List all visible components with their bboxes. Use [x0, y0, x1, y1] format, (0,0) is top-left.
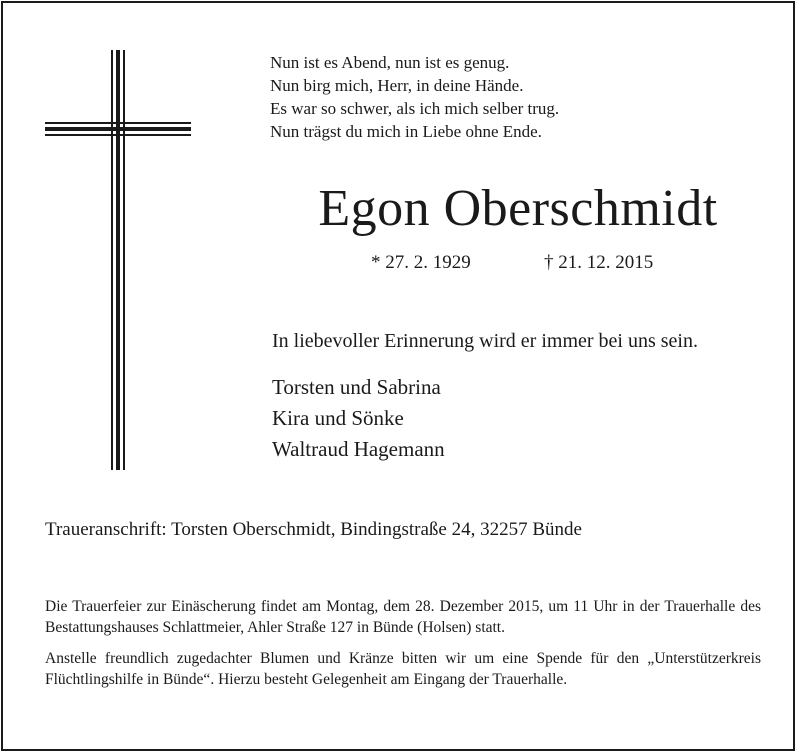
- death-date: † 21. 12. 2015: [544, 252, 654, 273]
- poem: [270, 51, 559, 143]
- deceased-name: Egon Oberschmidt: [318, 180, 718, 237]
- birth-date: * 27. 2. 1929: [371, 252, 471, 273]
- mourner: Kira und Sönke: [272, 406, 404, 430]
- donation-notice: Anstelle freundlich zugedachter Blumen und Kränze bitten wir um eine Spende für den „Unterstützerkreis Flüchtlingshilfe in Bünde“. Hierzu besteht Gelegenheit am Eingang der Trauerhalle.: [45, 650, 761, 688]
- cross-icon: [45, 50, 193, 470]
- mourner: Waltraud Hagemann: [272, 437, 445, 461]
- mourner: Torsten und Sabrina: [272, 375, 441, 399]
- memory-line: In liebevoller Erinnerung wird er immer bei uns sein.: [272, 330, 698, 352]
- poem-line: Nun birg mich, Herr, in deine Hände.: [270, 76, 524, 95]
- mourners-list: [272, 372, 445, 465]
- poem-line: Es war so schwer, als ich mich selber trug.: [270, 99, 560, 118]
- mourning-address: Traueranschrift: Torsten Oberschmidt, Bindingstraße 24, 32257 Bünde: [45, 519, 582, 540]
- poem-line: Nun trägst du mich in Liebe ohne Ende.: [270, 122, 542, 141]
- funeral-notice: Die Trauerfeier zur Einäscherung findet am Montag, dem 28. Dezember 2015, um 11 Uhr in der Trauerhalle des Bestattungshauses Schlattmeier, Ahler Straße 127 in Bünde (Holsen) statt.: [45, 598, 761, 636]
- obituary-frame: [1, 1, 795, 751]
- poem-line: Nun ist es Abend, nun ist es genug.: [270, 53, 510, 72]
